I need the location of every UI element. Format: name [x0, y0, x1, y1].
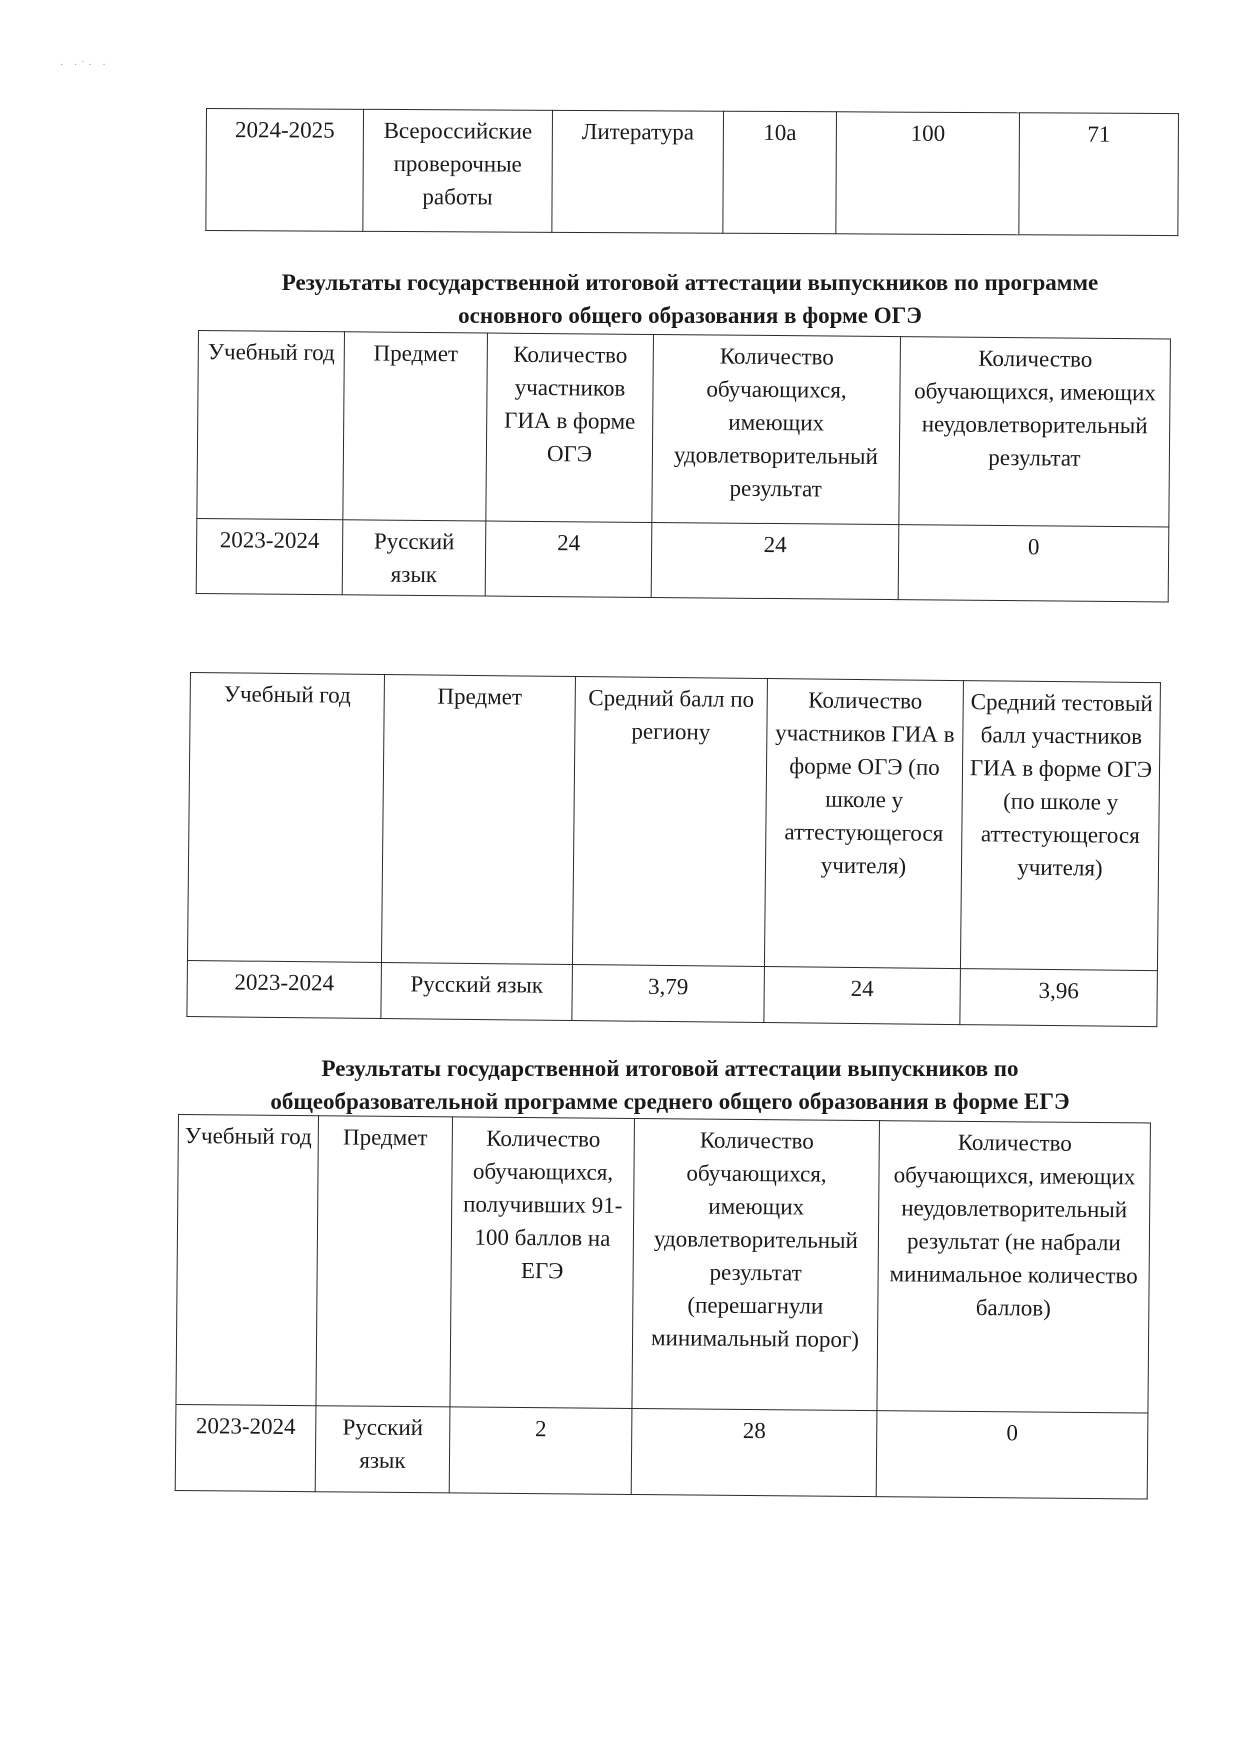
oge-heading — [200, 266, 1180, 332]
table-cell: 24 — [651, 522, 899, 599]
column-header: Учебный год — [197, 331, 345, 520]
table-cell: 10а — [723, 111, 837, 234]
table-cell: 0 — [898, 525, 1169, 602]
table-cell: 2023-2024 — [196, 518, 343, 594]
table-cell: 2024-2025 — [206, 109, 364, 232]
column-header: Предмет — [343, 332, 488, 521]
column-header: Предмет — [316, 1116, 453, 1407]
oge-heading-line2: основного общего образования в форме ОГЭ — [458, 303, 922, 328]
table-cell: 3,79 — [572, 965, 765, 1023]
column-header: Количество участников ГИА в форме ОГЭ (по школе у аттестующегося учителя) — [764, 679, 963, 969]
table-cell: 71 — [1019, 113, 1179, 236]
table-cell: 2023-2024 — [175, 1404, 316, 1491]
column-header: Предмет — [381, 675, 575, 965]
ege-heading-line1: Результаты государственной итоговой аттестации выпускников по — [321, 1056, 1019, 1081]
table-cell: Литература — [552, 110, 724, 233]
table-header-row — [187, 673, 1160, 971]
table-cell: 100 — [836, 112, 1020, 235]
table-cell: Русский язык — [342, 520, 486, 596]
table-cell: 2023-2024 — [187, 960, 382, 1018]
column-header: Количество обучающихся, получивших 91-100 баллов на ЕГЭ — [450, 1117, 635, 1409]
oge-results-table — [196, 330, 1171, 602]
table-cell: 24 — [764, 967, 961, 1025]
oge-score-table — [186, 672, 1161, 1027]
table-cell: 0 — [876, 1411, 1148, 1499]
table-row — [175, 1404, 1148, 1498]
table-cell: 28 — [631, 1408, 877, 1496]
table-row — [187, 960, 1158, 1026]
column-header: Количество обучающихся, имеющих неудовлетворительный результат (не набрали минимальное количество баллов) — [877, 1121, 1151, 1413]
ege-heading — [180, 1052, 1160, 1118]
ege-results-table — [175, 1114, 1151, 1499]
column-header: Количество обучающихся, имеющих удовлетворительный результат — [652, 334, 901, 524]
table-cell: Русский язык — [315, 1406, 450, 1493]
table-cell: Русский язык — [381, 963, 573, 1021]
column-header: Количество обучающихся, имеющих неудовлетворительный результат — [899, 337, 1171, 527]
table-cell: 3,96 — [960, 969, 1158, 1027]
table-row — [196, 518, 1169, 601]
column-header: Средний тестовый балл участников ГИА в форме ОГЭ (по школе у аттестующегося учителя) — [960, 681, 1160, 971]
table-header-row — [197, 331, 1171, 527]
table-row — [206, 109, 1179, 236]
column-header: Количество участников ГИА в форме ОГЭ — [486, 333, 654, 522]
scan-specks: · ·˙· · — [60, 60, 110, 71]
table-cell: 24 — [485, 521, 652, 597]
table-header-row — [176, 1115, 1150, 1413]
table-cell: 2 — [449, 1407, 632, 1495]
oge-heading-line1: Результаты государственной итоговой аттестации выпускников по программе — [281, 270, 1099, 295]
ege-heading-line2: общеобразовательной программе среднего общего образования в форме ЕГЭ — [270, 1089, 1070, 1114]
column-header: Учебный год — [176, 1115, 319, 1406]
vpr-table — [205, 108, 1179, 236]
column-header: Средний балл по региону — [572, 677, 767, 967]
table-cell: Всероссийские проверочные работы — [363, 109, 553, 232]
column-header: Учебный год — [187, 673, 384, 963]
column-header: Количество обучающихся, имеющих удовлетворительный результат (перешагнули минимальный порог) — [632, 1118, 880, 1410]
